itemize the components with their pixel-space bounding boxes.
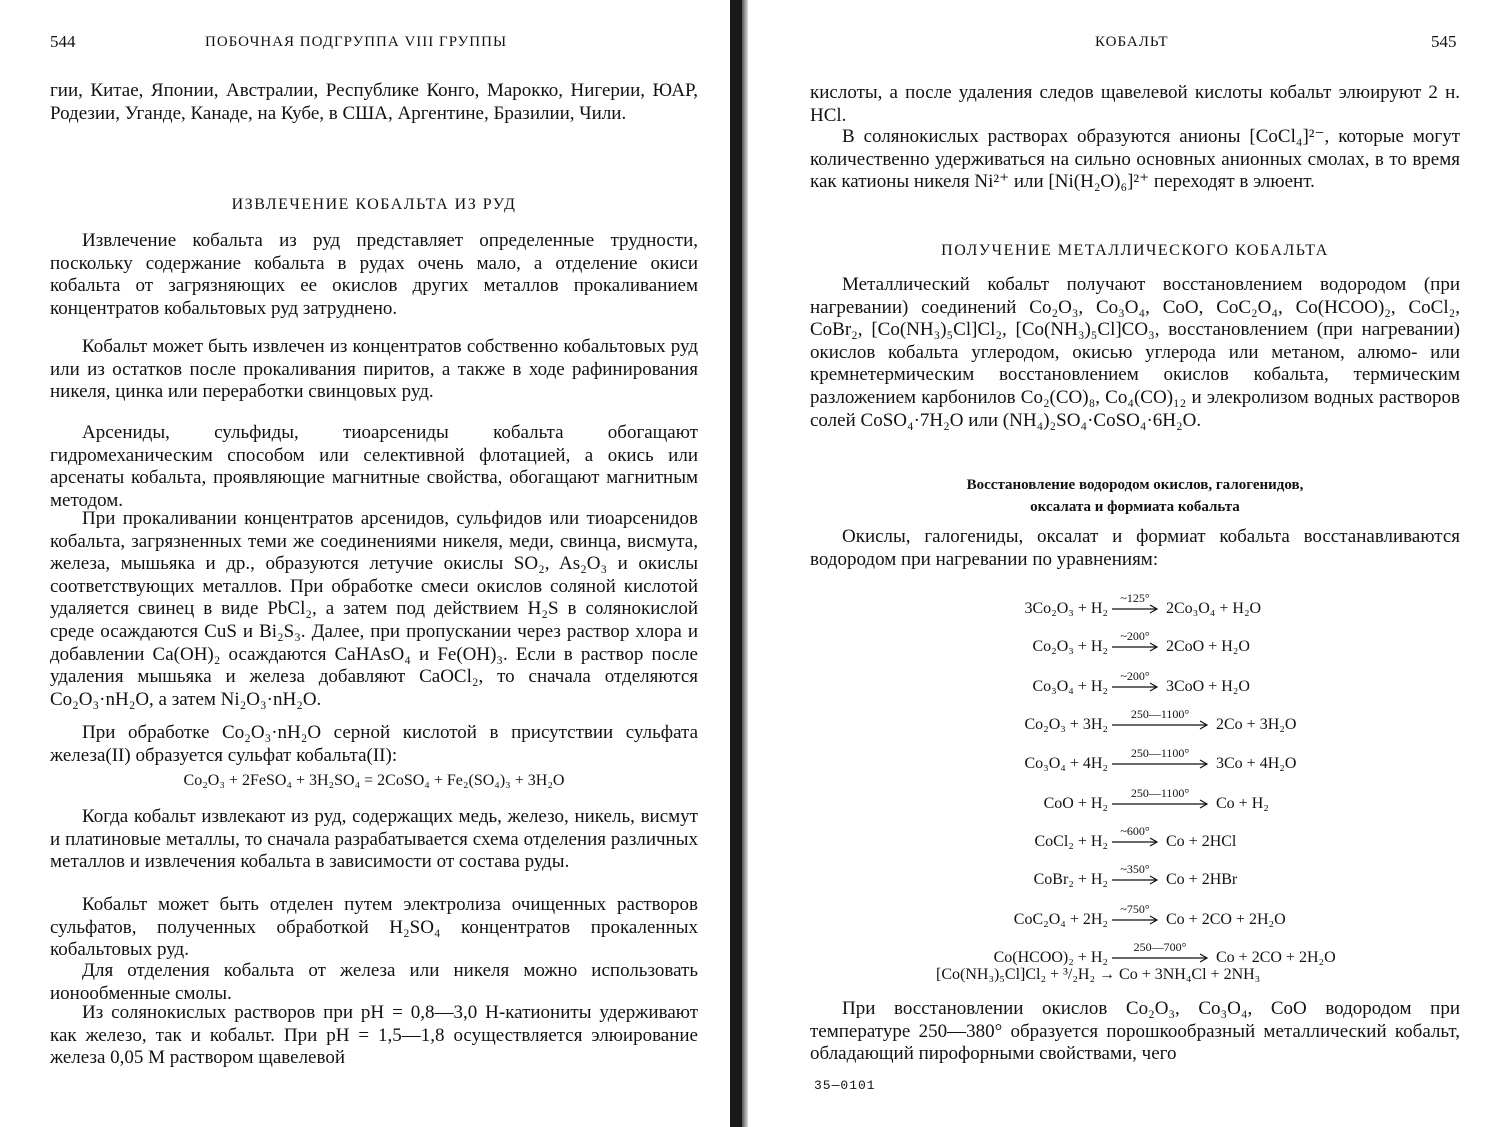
paragraph: В солянокислых растворах образуются анионы [CoCl₄]²⁻, которые могут количественно удерживаться на сильно основных анионных смолах, в то время как катионы никеля Ni²⁺ или [Ni(H₂O)₆]²⁺ переходят в элюент. [810,126,1460,193]
equation-row [750,629,1504,662]
paragraph: Окислы, галогениды, оксалат и формиат кобальта восстанавливаются водородом при нагревании по уравнениям: [810,526,1460,570]
reaction-arrow [1112,863,1158,885]
equation-row [750,669,1504,702]
page-number-left: 544 [50,32,76,51]
paragraph: При прокаливании концентратов арсенидов, сульфидов или тиоарсенидов кобальта, загрязненных теми же соединениями никеля, меди, свинца, висмута, железа, мышьяка и др., образуются летучие окислы SO₂, As₂O₃ и окислы соответствующих металлов. При обработке смеси окислов соляной кислотой удаляется свинец в виде PbCl₂, а затем под действием H₂S в солянокислой среде осаждаются CuS и Bi₂S₃. Далее, при пропускании через раствор хлора и добавлении Ca(OH)₂ осаждаются CaHAsO₄ и Fe(OH)₃. Если в раствор после удаления мышьяка и железа добавляют CaOCl₂, то сначала отделяются Co₂O₃·nH₂O, а затем Ni₂O₃·nH₂O. [50,508,698,710]
arrow-icon [1112,875,1158,885]
paragraph: Когда кобальт извлекают из руд, содержащих медь, железо, никель, висмут и платиновые металлы, то сначала разрабатывается схема отделения различных металлов и извлечения кобальта в зависимости от состава руды. [50,806,698,873]
reaction-arrow [1112,787,1208,809]
paragraph: Арсениды, сульфиды, тиоарсениды кобальта обогащают гидромеханическим способом или селективной флотацией, а окись или арсенаты кобальта, проявляющие магнитные свойства, обогащают магнитным методом. [50,422,698,511]
right-page [750,0,1504,1127]
left-page [0,0,735,1127]
arrow-icon [1112,915,1158,925]
reaction-condition: 250—1100° [1130,786,1190,800]
arrow-icon [1112,837,1158,847]
running-head-left: ПОБОЧНАЯ ПОДГРУППА VIII ГРУППЫ [205,34,508,50]
reaction-arrow [1112,941,1208,963]
binding-shadow [742,0,748,1127]
equation-ammine-complex: [Co(NH₃)₅Cl]Cl₂ + ³/₂H₂ → Co + 3NH₄Cl + 2NH₃ [936,966,1261,983]
reaction-condition: 250—700° [1133,940,1187,954]
paragraph: Из солянокислых растворов при pH = 0,8—3,0 H-катиониты удерживают как железо, так и кобальт. При pH = 1,5—1,8 осуществляется элюирование железа 0,05 M раствором щавелевой [50,1002,698,1069]
paragraph: Для отделения кобальта от железа или никеля можно использовать ионообменные смолы. [50,960,698,1004]
arrow-icon [1112,953,1208,963]
reaction-condition: 250—1100° [1130,746,1190,760]
equation-row [750,786,1504,819]
equation-lhs: Co₂O₃ + 3H₂ [1024,716,1108,733]
equation-lhs: 3Co₂O₃ + H₂ [1024,600,1108,617]
running-head-right: КОБАЛЬТ [1095,34,1169,50]
reaction-arrow [1112,903,1158,925]
equation-cobalt-sulfate: Co₂O₃ + 2FeSO₄ + 3H₂SO₄ = 2CoSO₄ + Fe₂(SO₄)₃ + 3H₂O [183,772,565,789]
equation-lhs: Co(HCOO)₂ + H₂ [993,949,1108,966]
equation-row [750,707,1504,740]
continued-paragraph: кислоты, а после удаления следов щавелевой кислоты кобальт элюируют 2 н. HCl. [810,82,1460,126]
equation-rhs: Co + 2CO + 2H₂O [1216,949,1336,966]
equation-rhs: Co + 2HBr [1166,871,1238,888]
paragraph: Кобальт может быть отделен путем электролиза очищенных растворов сульфатов, полученных обработкой H₂SO₄ концентратов прокаленных кобальтовых руд. [50,894,698,961]
equation-lhs: CoBr₂ + H₂ [1033,871,1108,888]
equation-row [750,902,1504,935]
paragraph: При обработке Co₂O₃·nH₂O серной кислотой в присутствии сульфата железа(II) образуется сульфат кобальта(II): [50,722,698,766]
equation-rhs: Co + H₂ [1216,795,1269,812]
page-number-right: 545 [1431,32,1457,51]
equation-lhs: CoO + H₂ [1043,795,1108,812]
equation-rhs: Co + 2CO + 2H₂O [1166,911,1286,928]
equation-row [750,746,1504,779]
reaction-condition: ~200° [1120,669,1150,683]
equation-lhs: Co₂O₃ + H₂ [1032,638,1108,655]
reaction-condition: ~350° [1120,862,1150,876]
arrow-icon [1112,720,1208,730]
equation-rhs: Co + 2HCl [1166,833,1237,850]
paragraph: Кобальт может быть извлечен из концентратов собственно кобальтовых руд или из остатков после прокаливания пиритов, а также в ходе рафинирования никеля, цинка или переработки свинцовых руд. [50,336,698,403]
equation-row [750,591,1504,624]
equation-rhs: 2Co₃O₄ + H₂O [1166,600,1262,617]
paragraph: Извлечение кобальта из руд представляет определенные трудности, поскольку содержание кобальта в рудах очень мало, а отделение окиси кобальта от загрязняющих ее окислов других металлов прокаливанием концентратов кобальтовых руд затруднено. [50,230,698,319]
equation-rhs: 3Co + 4H₂O [1216,755,1297,772]
footer-signature-code: 35—0101 [814,1078,876,1093]
reaction-arrow [1112,592,1158,614]
paragraph: При восстановлении окислов Co₂O₃, Co₃O₄, CoO водородом при температуре 250—380° образуется порошкообразный металлический кобальт, обладающий пирофорными свойствами, чего [810,998,1460,1065]
reaction-arrow [1112,825,1158,847]
paragraph: Металлический кобальт получают восстановлением водородом (при нагревании) соединений Co₂O₃, Co₃O₄, CoO, CoC₂O₄, Co(HCOO)₂, CoCl₂, CoBr₂, [Co(NH₃)₅Cl]Cl₂, [Co(NH₃)₅Cl]CO₃, восстановлением (при нагревании) окислов кобальта углеродом, окисью углерода или метаном, алюмо- или кремнетермическим восстановлением окислов кобальта, термическим разложением карбонилов Co₂(CO)₈, Co₄(CO)₁₂ и элекролизом водных растворов солей CoSO₄·7H₂O или (NH₄)₂SO₄·CoSO₄·6H₂O. [810,274,1460,431]
reaction-condition: 250—1100° [1130,707,1190,721]
equation-lhs: Co₃O₄ + H₂ [1032,678,1108,695]
reaction-condition: ~600° [1120,824,1150,838]
section-title-metallic-cobalt: ПОЛУЧЕНИЕ МЕТАЛЛИЧЕСКОГО КОБАЛЬТА [941,242,1329,259]
arrow-icon [1112,604,1158,614]
equation-lhs: CoC₂O₄ + 2H₂ [1013,911,1108,928]
reaction-condition: ~750° [1120,902,1150,916]
subsection-title-line-1: Восстановление водородом окислов, галогенидов, [966,477,1304,493]
equation-rhs: 3CoO + H₂O [1166,678,1250,695]
equation-lhs: Co₃O₄ + 4H₂ [1024,755,1108,772]
subsection-title-line-2: оксалата и формиата кобальта [1030,499,1240,515]
arrow-icon [1112,682,1158,692]
reaction-arrow [1112,670,1158,692]
reaction-arrow [1112,630,1158,652]
reaction-condition: ~125° [1120,591,1150,605]
arrow-icon [1112,642,1158,652]
equation-row [750,824,1504,857]
equation-lhs: CoCl₂ + H₂ [1034,833,1108,850]
equation-rhs: 2CoO + H₂O [1166,638,1250,655]
equation-rhs: 2Co + 3H₂O [1216,716,1297,733]
reaction-arrow [1112,708,1208,730]
intro-paragraph: гии, Китае, Японии, Австралии, Республике Конго, Марокко, Нигерии, ЮАР, Родезии, Уганде, Канаде, на Кубе, в США, Аргентине, Бразилии, Чили. [50,80,698,124]
arrow-icon [1112,759,1208,769]
equation-row [750,862,1504,895]
section-title-extraction: ИЗВЛЕЧЕНИЕ КОБАЛЬТА ИЗ РУД [231,196,517,213]
reaction-arrow [1112,747,1208,769]
reaction-condition: ~200° [1120,629,1150,643]
arrow-icon [1112,799,1208,809]
